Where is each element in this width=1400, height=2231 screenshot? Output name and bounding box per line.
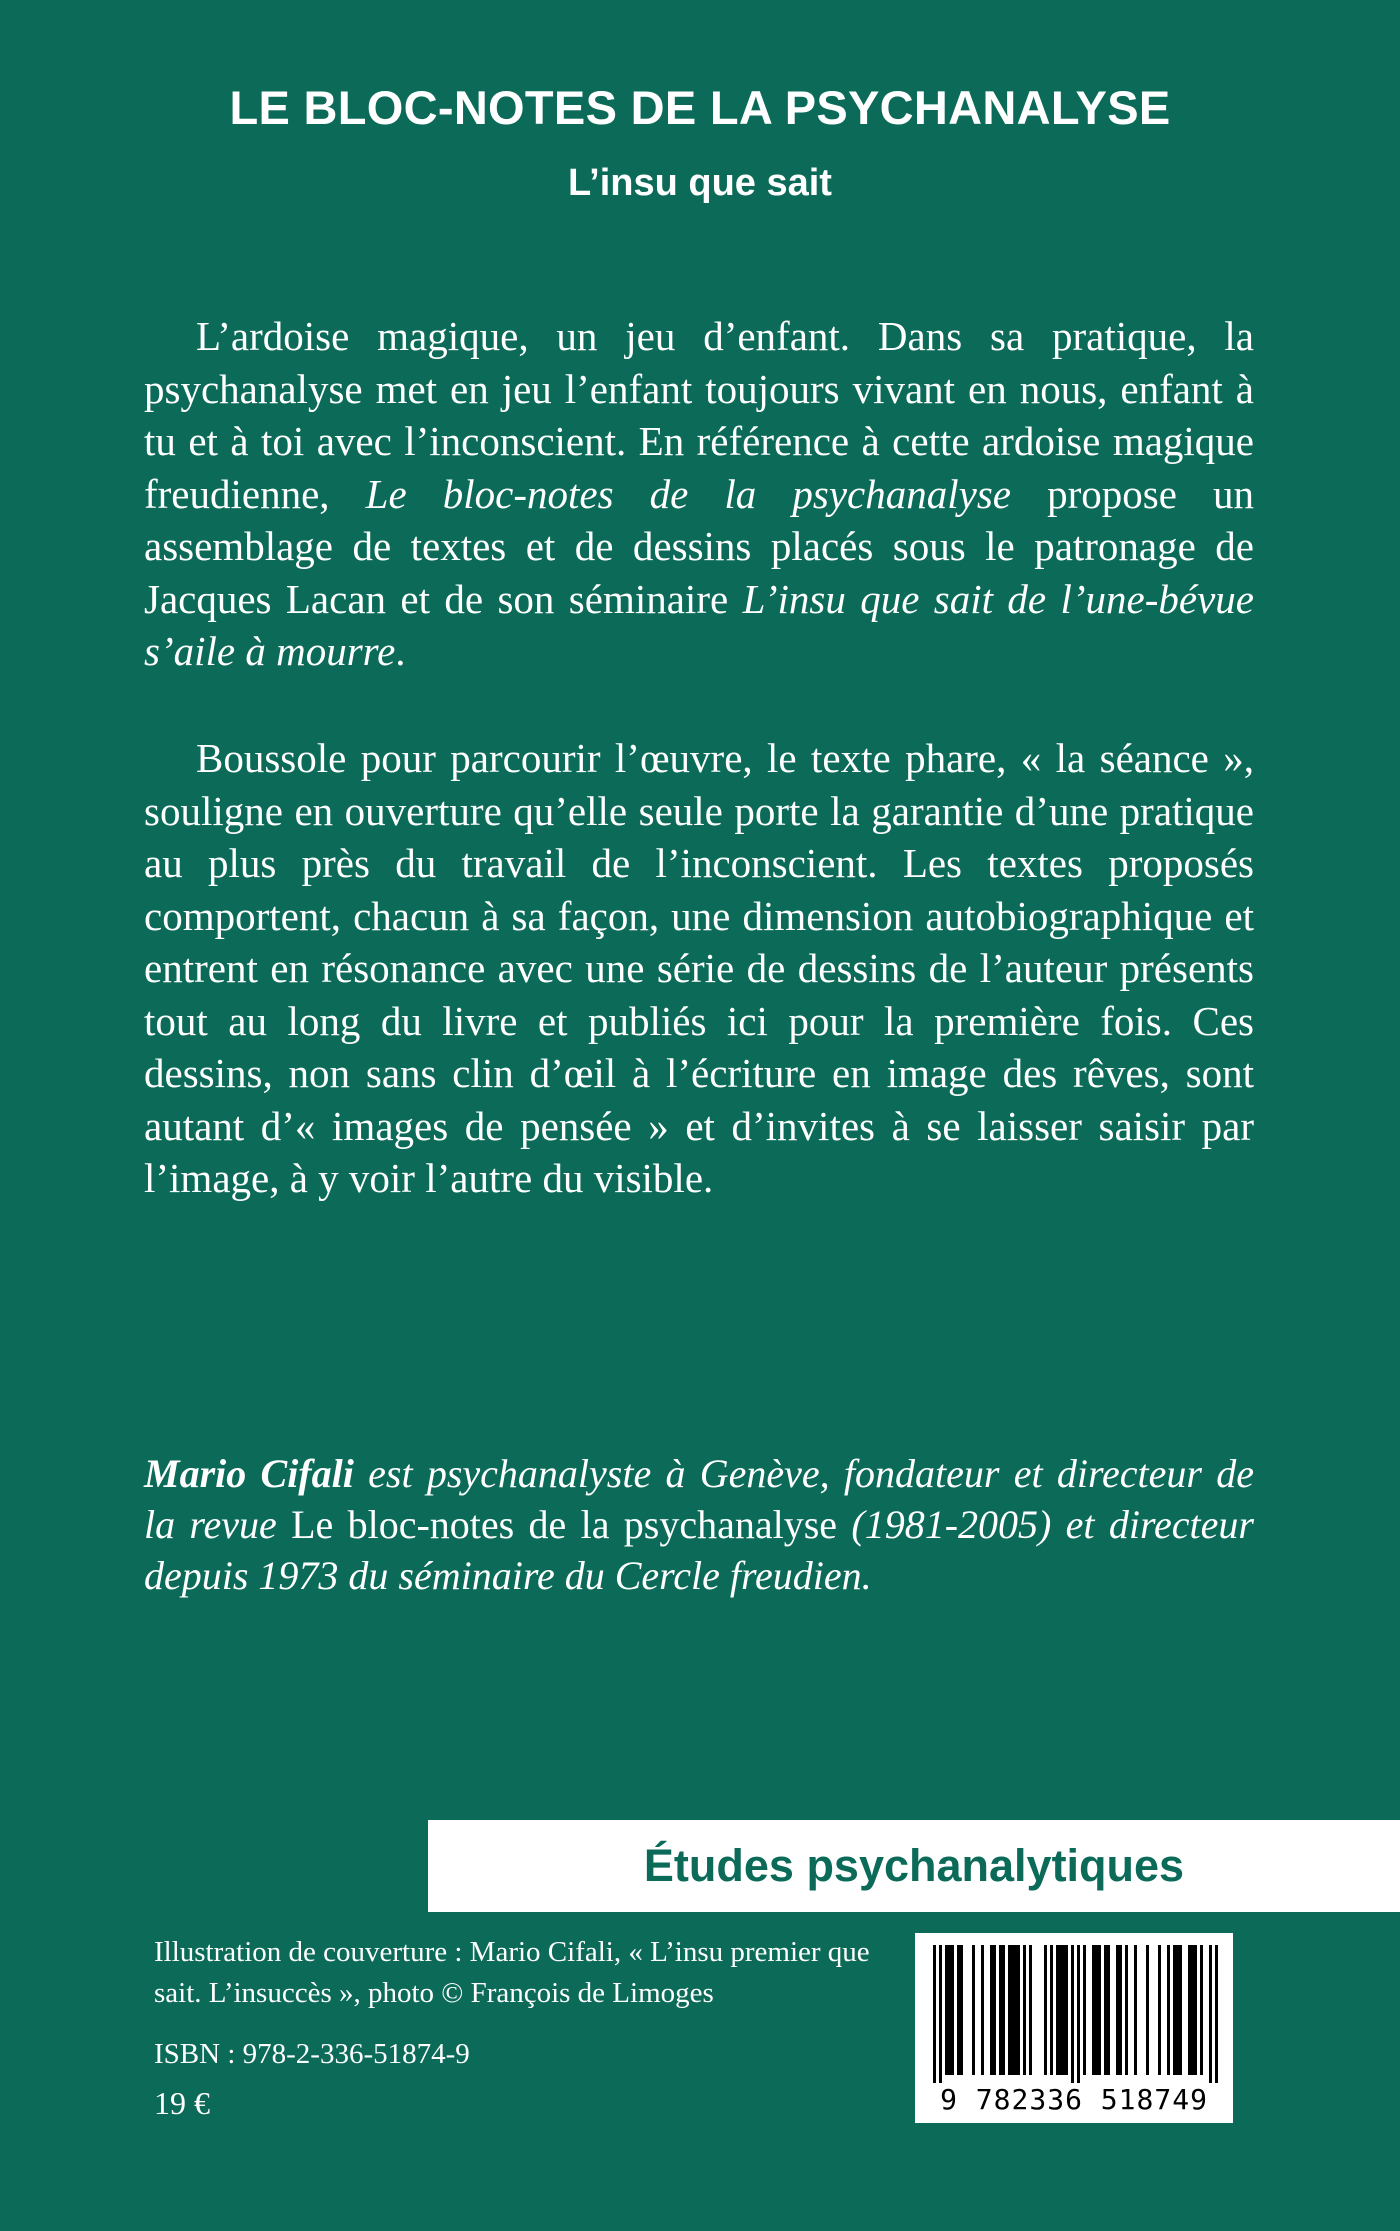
barcode-bar bbox=[1098, 1945, 1101, 2075]
barcode-bars bbox=[915, 1933, 1233, 2083]
barcode-bar bbox=[1050, 1945, 1053, 2075]
barcode-bar bbox=[1191, 1945, 1194, 2075]
author-bio-text-a: est psychanalyste à Genève, fondateur et directeur de la revue bbox=[144, 1451, 1254, 1547]
barcode-bar bbox=[945, 1945, 948, 2075]
barcode-bar bbox=[1023, 1945, 1026, 2075]
author-name: Mario Cifali bbox=[144, 1451, 354, 1496]
barcode-digits: 9 782336 518749 bbox=[940, 2083, 1208, 2116]
barcode-bar bbox=[1029, 1945, 1032, 2075]
blurb-p1-text-b: propose un assemblage de textes et de dessins placés sous le patronage de Jacques Lacan et de son séminaire bbox=[144, 470, 1254, 622]
barcode-bar bbox=[993, 1945, 996, 2075]
blurb-p1-text-c: . bbox=[395, 628, 406, 674]
barcode-bar bbox=[1092, 1945, 1095, 2075]
barcode-bar bbox=[1044, 1945, 1047, 2075]
blurb-p1-text-a: L’ardoise magique, un jeu d’enfant. Dans sa pratique, la psychanalyse met en jeu l’enfant toujours vivant en nous, enfant à tu et à toi avec l’inconscient. En référence à cette ardoise magique freudienne, bbox=[144, 313, 1254, 517]
barcode-bar bbox=[957, 1945, 960, 2075]
barcode-bar bbox=[1188, 1945, 1191, 2075]
barcode-bar bbox=[1056, 1945, 1059, 2075]
barcode-bar bbox=[960, 1945, 963, 2075]
blurb-paragraph-2: Boussole pour parcourir l’œuvre, le texte phare, « la séance », souligne en ouverture qu’elle seule porte la garantie d’une pratique au plus près du travail de l’inconscient. Les textes proposés comportent, chacun à sa façon, une dimension autobiographique et entrent en résonance avec une série de dessins de l’auteur présents tout au long du livre et publiés ici pour la première fois. Ces dessins, non sans clin d’œil à l’écriture en image des rêves, sont autant d’« images de pensée » et d’invites à se laisser saisir par l’image, à y voir l’autre du visible. bbox=[144, 735, 1254, 1201]
barcode-bar bbox=[1083, 1945, 1086, 2075]
barcode-bar bbox=[1167, 1945, 1170, 2075]
barcode-bar bbox=[1104, 1945, 1107, 2075]
barcode-bar bbox=[1119, 1945, 1122, 2075]
barcode-bar bbox=[1008, 1945, 1011, 2075]
barcode-bar bbox=[1200, 1945, 1203, 2075]
barcode-bar bbox=[1173, 1945, 1176, 2075]
barcode-bar bbox=[1194, 1945, 1197, 2075]
barcode-bar bbox=[990, 1945, 993, 2075]
author-bio-text-b: (1981-2005) et directeur depuis 1973 du séminaire du Cercle freudien. bbox=[144, 1502, 1254, 1598]
series-band bbox=[428, 1820, 1400, 1912]
author-bio-journal: Le bloc-notes de la psychanalyse bbox=[291, 1502, 838, 1547]
barcode-bar bbox=[1077, 1945, 1080, 2083]
price: 19 € bbox=[154, 2085, 210, 2121]
barcode-bar bbox=[1116, 1945, 1119, 2075]
barcode-bar bbox=[1014, 1945, 1017, 2075]
book-title: LE BLOC-NOTES DE LA PSYCHANALYSE bbox=[229, 81, 1171, 134]
barcode-bar bbox=[1125, 1945, 1128, 2075]
barcode-bar bbox=[1158, 1945, 1161, 2075]
barcode-bar bbox=[1017, 1945, 1020, 2075]
barcode-bar bbox=[939, 1945, 942, 2083]
barcode-bar bbox=[1002, 1945, 1005, 2075]
barcode-bar bbox=[933, 1945, 936, 2083]
barcode-bar bbox=[981, 1945, 984, 2075]
barcode-bar bbox=[1215, 1945, 1218, 2083]
barcode-bar bbox=[1065, 1945, 1068, 2075]
barcode-bar bbox=[1062, 1945, 1065, 2075]
barcode-bar bbox=[1059, 1945, 1062, 2075]
barcode-bar bbox=[999, 1945, 1002, 2075]
author-bio bbox=[144, 1448, 1254, 1601]
cover-illustration-credit: Illustration de couverture : Mario Cifali, « L’insu premier que sait. L’insuccès », photo © François de Limoges bbox=[154, 1936, 870, 2009]
blurb-p1-seminar-title: L’insu que sait de l’une-bévue s’aile à mourre bbox=[144, 575, 1254, 674]
blurb-paragraph-1 bbox=[144, 310, 1254, 678]
barcode-bar bbox=[1107, 1945, 1110, 2075]
blurb-p1-book-title: Le bloc-notes de la psychanalyse bbox=[365, 470, 1011, 517]
isbn: ISBN : 978-2-336-51874-9 bbox=[154, 2038, 470, 2070]
barcode-bar bbox=[1095, 1945, 1098, 2075]
barcode-bar bbox=[951, 1945, 954, 2075]
barcode-bar bbox=[1179, 1945, 1182, 2075]
barcode-bar bbox=[1011, 1945, 1014, 2075]
barcode-bar bbox=[1071, 1945, 1074, 2083]
book-subtitle: L’insu que sait bbox=[568, 162, 832, 204]
barcode-bar bbox=[1209, 1945, 1212, 2083]
barcode-bar bbox=[1176, 1945, 1179, 2075]
barcode bbox=[915, 1933, 1233, 2123]
barcode-bar bbox=[1146, 1945, 1149, 2075]
barcode-bar bbox=[1134, 1945, 1137, 2075]
barcode-bar bbox=[948, 1945, 951, 2075]
barcode-bar bbox=[972, 1945, 975, 2075]
series-label: Études psychanalytiques bbox=[643, 1840, 1185, 1891]
